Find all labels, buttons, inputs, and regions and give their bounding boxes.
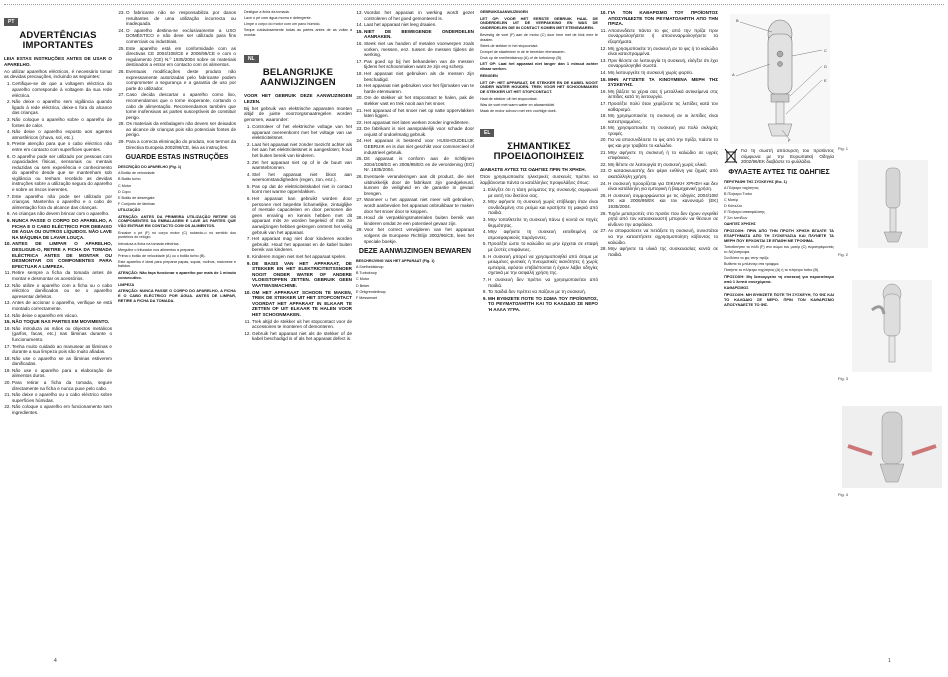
- warnings-list-nl-cont: [356, 10, 474, 244]
- clean-title-el: ΚΑΘΑΡΙΣΜΟΣ: [724, 286, 749, 291]
- list-item: 20. Για να αποσυνδέσετε το φις από την πρίζα, πιάστε το φις και μην τραβάτε το καλώδιο.: [608, 137, 718, 148]
- clean-title-nl: REINIGEN: [480, 74, 498, 79]
- list-item: 18. Het apparaat niet gebruiken als de messen zijn beschadigd.: [364, 71, 474, 82]
- desc-item: C Motor: [118, 183, 132, 188]
- note-item: Mergulhe o triturador nos alimentos a preparar.: [118, 247, 195, 252]
- list-item: 29. Voor het correct verwijderen van het apparaat volgens de Europese Richtlijn 2002/96/CE, lees het speciale boekje.: [364, 227, 474, 244]
- list-item: 19. Não use o aparelho para a elaboração de alimentos duros.: [12, 368, 112, 379]
- note-item: Bevestig de voet (F) aan de motor (C) door hem met de klok mee te draaien.: [480, 32, 598, 42]
- desc-item: A Snelheidsknop: [356, 265, 384, 270]
- clean-item: Desligue a ficha da tomada.: [244, 10, 290, 14]
- list-item: 3. Μην τοποθετείτε τη συσκευή πάνω ή κοντά σε πηγές θερμότητας.: [488, 217, 598, 228]
- list-item: 10. ΓΙΑ ΤΟΝ ΚΑΘΑΡΙΣΜΟ ΤΟΥ ΠΡΟΪΟΝΤΟΣ ΑΠΟΣΥΝΔΕΣΤΕ ΤΟΝ ΡΕΥΜΑΤΟΛΗΠΤΗ ΑΠΟ ΤΗΝ ΠΡΙΖΑ.: [608, 10, 718, 27]
- list-item: 8. Τα παιδιά δεν πρέπει να παίζουν με τη συσκευή.: [488, 289, 598, 295]
- note-item: Συνδέστε το φις στην πρίζα.: [724, 256, 770, 261]
- desc-item: F Messenset: [356, 295, 378, 300]
- list-item: 13. Voordat het apparaat in werking wordt gezet controleren of het goed gemonteerd is.: [364, 10, 474, 21]
- list-item: 10. OM HET APPARAAT SCHOON TE MAKEN, TREK DE STEKKER UIT HET STOPCONTACT VOORDAT HET APPARAAT IN ELKAAR TE ZETTEN OF UIT ELKAAR TE HALEN VOOR HET SCHOONMAKEN.: [252, 290, 352, 318]
- clean-item: Haal de stekker uit het stopcontact.: [480, 97, 538, 102]
- desc-item: E Πλήκτρο απασφάλισης: [724, 210, 765, 215]
- fig3-caption: Fig. 3: [838, 376, 849, 381]
- note-item: Este aparelho é ideal para preparar papas, sopas, molhos, maionese e batidos.: [118, 259, 236, 269]
- list-item: 16. Μη βάζετε τα χέρια σας ή μεταλλικά αντικείμενα στις λεπίδες κατά τη λειτουργία.: [608, 89, 718, 100]
- column-pt-3-nl-1: [244, 10, 352, 668]
- part-label-f: F: [788, 138, 791, 143]
- note-item: Βυθίστε το μπλέντερ στα τρόφιμα.: [724, 262, 780, 267]
- keep-instructions-heading-pt: GUARDE ESTAS INSTRUÇÕES: [125, 154, 229, 162]
- list-item: 28. Houd de verpakkingsmaterialen buiten bereik van kinderen omdat ze een potentieel gevaar zijn.: [364, 215, 474, 226]
- fig4-photo: [842, 406, 942, 488]
- list-item: 12. Μη χρησιμοποιείτε τη συσκευή αν το φις ή το καλώδιο είναι κατεστραμμένα.: [608, 46, 718, 57]
- list-item: 11. Trek altijd de stekker uit het stopcontact voor de accessoires te monteren of demonteren.: [252, 319, 352, 330]
- desc-item: F Σετ λεπίδων: [724, 216, 748, 221]
- list-item: 3. Zet het apparaat niet op of in de buurt van warmtebronnen.: [252, 160, 352, 171]
- list-item: 13. Πριν θέσετε σε λειτουργία τη συσκευή, ελέγξτε ότι έχει συναρμολογηθεί σωστά.: [608, 58, 718, 69]
- warnings-list-el-cont: [600, 10, 718, 257]
- list-item: 25. Este aparelho está em conformidade com as directivas CE 2004/108/CE e 2006/95/CE e com o regulamento (CE) N.º 1935/2004 sobre os materiais destinados a entrar em contacto com os alimentos.: [126, 46, 236, 68]
- usage-warning-nl: LET OP: VOOR HET EERSTE GEBRUIK HAAL DE ONDERDELEN UIT DE VERPAKKING EN WAS DE ONDERDELEN DIE IN CONTACT KOMEN MET ETENSWAREN.: [480, 15, 598, 31]
- list-item: 28. Μην αφήνετε τα υλικά της συσκευασίας κοντά σε παιδιά.: [608, 246, 718, 257]
- list-item: 4. Não deixe o aparelho exposto aos agentes atmosféricos (chuva, sol, etc.).: [12, 129, 112, 140]
- list-item: 5. Pas op dat de elektriciteitskabel niet in contact komt met warme oppervlakken.: [252, 184, 352, 195]
- list-item: 5. Preste atenção para que o cabo eléctrico não entre em contacto com superfícies quentes.: [12, 141, 112, 152]
- usage-warning-pt: ATENÇÃO: ANTES DA PRIMEIRA UTILIZAÇÃO RETIRE OS COMPONENTES DA EMBALAGEM E LAVE AS PARTES QUE VÃO ENTRAR EM CONTACTO COM OS ALIMENTOS.: [118, 213, 236, 229]
- list-item: 22. Μη θέτετε σε λειτουργία τη συσκευή χωρίς υλικά.: [608, 162, 718, 168]
- clean-item: Lave o pé com água morna e detergente.: [244, 16, 312, 21]
- keep-instructions-heading-el: ΦΥΛΑΞΤΕ ΑΥΤΕΣ ΤΙΣ ΟΔΗΓΙΕΣ: [728, 168, 830, 176]
- note-item: LET OP: Laat het apparaat niet langer dan 1 minuut achter elkaar werken.: [480, 61, 598, 72]
- list-item: 23. O fabricante não se responsabiliza por danos resultantes de uma utilização incorrecta ou inadequada.: [126, 10, 236, 27]
- part-label-b: B: [736, 18, 739, 23]
- list-item: 26. Eventuais modificações deste produto não expressamente autorizadas pelo fabricante podem comprometer a segurança e a garantia de uso por parte do utilizador.: [126, 69, 236, 91]
- usage-title-nl: GEBRUIKSAANWIJZINGEN: [480, 10, 528, 14]
- page-number-right: 1: [888, 658, 891, 664]
- list-item: 1. Controleer of het elektrische voltage van het apparaat overeenkomt met het voltage van uw elektriciteitsnet.: [252, 124, 352, 141]
- note-item: Druk op de snelheidsknop (A) of de turboknop (B).: [480, 55, 563, 60]
- list-item: 1. Ελέγξτε ότι η τάση ρεύματος της συσκευής συμφωνεί με αυτή του δικτύου σας.: [488, 187, 598, 198]
- desc-item: D Copo: [118, 189, 131, 194]
- list-item: 9. DE BASIS VAN HET APPARAAT, DE STEKKER EN HET ELEKTRICITEITSSNOER NOOIT ONDER WATER OF ANDERE VLOEISTOFFEN ZETTEN. GEBRUIK GEEN VAATWASMACHINE.: [252, 261, 352, 289]
- intro2-pt: Ao utilizar aparelhos eléctricos, é necessário tomar as devidas precauções, incluindo as seguintes:: [4, 68, 112, 80]
- note-item: Πατήστε το πλήκτρο ταχύτητας (A) ή το πλήκτρο turbo (B).: [724, 268, 820, 273]
- list-item: 23. De fabrikant is niet aansprakelijk voor schade door onjuist of ondoelmatig gebruik.: [364, 126, 474, 137]
- column-figures: [724, 10, 834, 668]
- desc-item: E Ontgrendelknop: [356, 289, 386, 294]
- note-item: ΠΡΟΣΟΧΗ: Μη λειτουργείτε τη συσκευή για περισσότερο από 1 λεπτό συνεχόμενα.: [724, 273, 834, 284]
- list-item: 14. Não deixe o aparelho em vácuo.: [12, 313, 112, 319]
- part-label-e: E: [824, 78, 827, 83]
- list-item: 26. Τυχόν μετατροπές στο προϊόν που δεν έχουν εγκριθεί ρητά από τον κατασκευαστή μπορούν να θέσουν σε κίνδυνο την ασφάλεια.: [608, 211, 718, 228]
- desc-title-nl: BESCHRIJVING VAN HET APPARAAT (Fig. 1): [356, 259, 435, 264]
- list-item: 24. Het apparaat is bestemd voor HUISHOUDELIJK GEBRUIK en is dus niet geschikt voor commercieel of industrieel gebruik.: [364, 138, 474, 155]
- list-item: 11. Αποσυνδέετε πάντα το φις από την πρίζα πριν συναρμολογήσετε ή αποσυναρμολογήσετε τα εξαρτήματα.: [608, 28, 718, 45]
- list-item: 3. Não coloque o aparelho sobre o aparelho de fontes de calor.: [12, 117, 112, 128]
- list-item: 28. Os materiais da embalagem não devem ser deixados ao alcance de crianças pois são potenciais fontes de perigo.: [126, 121, 236, 138]
- list-item: 16. Não introduza as mãos ou objectos metálicos (garfos, facas, etc.) nas lâminas durante o funcionamento.: [12, 326, 112, 343]
- list-item: 8. As crianças não devem brincar com o aparelho.: [12, 211, 112, 217]
- list-item: 9. ΜΗ ΒΥΘΙΖΕΤΕ ΠΟΤΕ ΤΟ ΣΩΜΑ ΤΟΥ ΠΡΟΪΟΝΤΟΣ, ΤΟ ΡΕΥΜΑΤΟΛΗΠΤΗ ΚΑΙ ΤΟ ΚΑΛΩΔΙΟ ΣΕ ΝΕΡΟ Ή ΑΛΛΑ ΥΓΡΑ.: [488, 296, 598, 313]
- hand-blender-diagram: [730, 14, 830, 144]
- desc-item: D Beker: [356, 283, 370, 288]
- desc-item: B Botão turbo: [118, 177, 141, 182]
- weee-note-el: Για τη σωστή απόσυρση του προϊόντος σύμφωνα με την Ευρωπαϊκή Οδηγία 2002/96/ΕΚ διαβάστε το φυλλάδιο.: [741, 148, 834, 165]
- list-item: 18. Não use o aparelho se as lâminas estiverem danificadas.: [12, 356, 112, 367]
- list-item: 19. Μη χρησιμοποιείτε τη συσκευή για πολύ σκληρές τροφές.: [608, 125, 718, 136]
- list-item: 11. Retire sempre a ficha da tomada antes de montar e desmontar os acessórios.: [12, 270, 112, 281]
- section-title-pt: ADVERTÊNCIAS IMPORTANTES: [19, 30, 97, 51]
- list-item: 2. Μην αφήνετε τη συσκευή χωρίς επίβλεψη όταν είναι συνδεδεμένη στο ρεύμα και κρατήστε τη μακριά από παιδιά.: [488, 199, 598, 216]
- list-item: 9. NUNCA PASSE O CORPO DO APARELHO, A FICHA E O CABO ELÉCTRICO POR DEBAIXO DE ÁGUA OU OUTROS LÍQUIDOS. NÃO LAVE NA MÁQUINA DE LAVAR LOUÇA.: [12, 218, 112, 240]
- list-item: 8. Kinderen mogen niet met het apparaat spelen.: [252, 254, 352, 260]
- el-continuation: [724, 148, 834, 309]
- warnings-list-pt-cont: [118, 10, 236, 150]
- list-item: 7. Este aparelho não pode ser utilizado por crianças. Mantenha o aparelho e o cabo de alimentação fora do alcance das crianças.: [12, 194, 112, 211]
- clean-item: Was de voet met warm water en afwasmiddel.: [480, 103, 556, 108]
- list-item: 21. Μην αφήνετε τη συσκευή ή το καλώδιο σε υγρές επιφάνειες.: [608, 150, 718, 161]
- usage-title-el: ΟΔΗΓΙΕΣ ΧΡΗΣΗΣ: [724, 222, 756, 227]
- list-item: 27. Αν αποφασίσετε να πετάξετε τη συσκευή, συνιστάται να την καταστήσετε αχρησιμοποίητη κόβοντας το καλώδιο.: [608, 228, 718, 245]
- language-tag-pt: PT: [4, 18, 18, 26]
- intro2-nl: Bij het gebruik van elektrische apparaten moeten altijd de juiste voorzorgsmaatregelen worden genomen, waaronder:: [244, 105, 352, 122]
- column-fig-captions: [838, 10, 944, 668]
- list-item: 27. Wanneer u het apparaat niet meer wilt gebruiken, wordt aanbevolen het apparaat onbruikbaar te maken door het snoer door te knippen.: [364, 197, 474, 214]
- note-item: Prima o botão de velocidade (A) ou o botão turbo (B).: [118, 253, 206, 258]
- list-item: 25. Dit apparaat is conform aan de richtlijnen 2004/108/EG en 2006/95/EG en de verordening (EG) Nr. 1935/2004.: [364, 156, 474, 173]
- fig2-caption: Fig. 2: [838, 252, 849, 257]
- part-label-c: C: [824, 48, 827, 53]
- list-item: 21. Het apparaat of het snoer niet op natte oppervlakken laten liggen.: [364, 108, 474, 119]
- list-item: 20. Om de stekker uit het stopcontact te halen, pak de stekker vast en trek nooit aan het snoer.: [364, 95, 474, 106]
- list-item: 15. ΜΗΝ ΑΓΓΙΖΕΤΕ ΤΑ ΚΙΝΟΥΜΕΝΑ ΜΕΡΗ ΤΗΣ ΣΥΣΚΕΥΗΣ.: [608, 77, 718, 88]
- list-item: 29. Para a correcta eliminação do produto, nos termos da Directiva Europeia 2002/96/CE, leia as instruções.: [126, 139, 236, 150]
- desc-item: E Botão de desengate: [118, 195, 155, 200]
- crop-marks: [4, 0, 944, 5]
- intro-nl: VOOR HET GEBRUIK DEZE AANWIJZINGEN LEZEN.: [244, 92, 352, 104]
- clean-warning-pt: ATENÇÃO: NUNCA PASSE O CORPO DO APARELHO, A FICHA E O CABO ELÉCTRICO POR ÁGUA. ANTES DE LIMPAR, RETIRE A FICHA DA TOMADA.: [118, 288, 236, 303]
- fig2-photo: [858, 160, 928, 248]
- desc-item: B Πλήκτρο Turbo: [724, 191, 753, 196]
- list-item: 17. Pas goed op bij het behandelen van de messen tijdens het schoonmaken want ze zijn erg scherp.: [364, 59, 474, 70]
- language-tag-nl: NL: [244, 55, 259, 63]
- list-item: 10. ANTES DE LIMPAR O APARELHO, DESLIGUE-O, RETIRE A FICHA DA TOMADA ELÉCTRICA ANTES DE MONTAR OU DESMONTAR OS COMPONENTES PARA EFECTUAR A LIMPEZA.: [12, 241, 112, 269]
- section-title-el: ΣΗΜΑΝΤΙΚΕΣ ΠΡΟΕΙΔΟΠΟΙΗΣΕΙΣ: [493, 141, 585, 163]
- column-el-2: [600, 10, 718, 668]
- part-label-d: D: [824, 64, 827, 69]
- clean-item: Limpe o corpo do motor com um pano húmido.: [244, 22, 321, 27]
- note-item: ATENÇÃO: Não faça funcionar o aparelho por mais de 1 minuto consecutivo.: [118, 270, 236, 280]
- list-item: 6. Het apparaat kan gebruikt worden door personen met beperkte lichamelijke, zintuiglijke of mentale capaciteiten en door personen die geen ervaring en kennis hebben met dit apparaat mits ze worden begeleid of mits ze aanwijzingen hebben gekregen omtrent het veilig gebruik van het apparaat.: [252, 196, 352, 235]
- list-item: 4. Stel het apparaat niet bloot aan weersomstandigheden (regen, zon, enz.).: [252, 172, 352, 183]
- list-item: 12. Não utilize o aparelho com a ficha ou o cabo eléctrico danificados ou se o aparelho apresentar defeitos.: [12, 283, 112, 300]
- desc-item: A Botão de velocidade: [118, 171, 155, 176]
- list-item: 4. Μην αφήνετε τη συσκευή εκτεθειμένη σε ατμοσφαιρικούς παράγοντες.: [488, 229, 598, 240]
- list-item: 2. Não deixe o aparelho sem vigilância quando ligado à rede eléctrica, deixe-o fora do alcance das crianças.: [12, 99, 112, 116]
- list-item: 20. Para retirar a ficha da tomada, segure directamente na ficha e nunca puxe pelo cabo.: [12, 380, 112, 391]
- clean-title-pt: LIMPEZA: [118, 282, 135, 287]
- clean-warning-nl: LET OP: HET APPARAAT, DE STEKKER EN DE KABEL NOOIT ONDER WATER HOUDEN. TREK VOOR HET SCHOONMAKEN DE STEKKER UIT HET STOPCONTACT.: [480, 79, 598, 95]
- usage-title-pt: UTILIZAÇÃO: [118, 207, 141, 212]
- column-pt-2: [118, 10, 236, 668]
- desc-title-el: ΠΕΡΙΓΡΑΦΗ ΤΗΣ ΣΥΣΚΕΥΗΣ (Εικ. 1): [724, 179, 787, 184]
- warnings-list-nl: [244, 124, 352, 342]
- desc-item: D Κύπελλο: [724, 204, 743, 209]
- part-label-a: A: [732, 72, 735, 77]
- list-item: 18. Μη χρησιμοποιείτε τη συσκευή αν οι λεπίδες είναι κατεστραμμένες.: [608, 113, 718, 124]
- desc-item: F Conjunto de lâminas: [118, 201, 155, 206]
- list-item: 14. Μη λειτουργείτε τη συσκευή χωρίς φορτίο.: [608, 70, 718, 76]
- column-pt-1: [4, 10, 112, 668]
- list-item: 17. Προσέξτε πολύ όταν χειρίζεστε τις λεπίδες κατά τον καθαρισμό.: [608, 101, 718, 112]
- desc-item: B Turboknop: [356, 271, 377, 276]
- list-item: 2. Laat het apparaat niet zonder toezicht achter als het aan het elektriciteitsnet is aangesloten; houd het buiten bereik van kinderen.: [252, 142, 352, 159]
- list-item: 14. Laat het apparaat niet leeg draaien.: [364, 22, 474, 28]
- weee-bin-icon: [724, 148, 738, 164]
- fig3-photo: [852, 280, 932, 372]
- list-item: 22. Não coloque o aparelho em funcionamento sem ingredientes.: [12, 404, 112, 415]
- list-item: 12. Gebruik het apparaat niet als de stekker of de kabel beschadigd is of als het apparaat defect is.: [252, 331, 352, 342]
- page-number-left: 4: [54, 658, 57, 664]
- list-item: 13. Antes de accionar o aparelho, verifique se está montado correctamente.: [12, 300, 112, 311]
- section-title-nl: BELANGRIJKE AANWIJZINGEN: [260, 66, 336, 88]
- list-item: 5. Προσέξτε ώστε το καλώδιο να μην έρχεται σε επαφή με ζεστές επιφάνειες.: [488, 241, 598, 252]
- fig4-caption: Fig. 4: [838, 492, 849, 497]
- list-item: 25. Η συσκευή συμμορφώνεται με τις οδηγίες 2004/108/ΕΚ και 2006/95/ΕΚ και τον κανονισμό (ΕΚ) 1935/2004.: [608, 193, 718, 210]
- list-item: 24. O aparelho destina-se exclusivamente a USO DOMÉSTICO e não deve ser utilizado para fins comerciais ou industriais.: [126, 28, 236, 45]
- column-nl-3-el-1: [480, 10, 598, 668]
- clean-item: Seque cuidadosamente todas as partes antes de as voltar a montar.: [244, 28, 352, 37]
- list-item: 7. Het apparaat mag niet door kinderen worden gebruikt. Houd het apparaat en de kabel buiten bereik van kinderen.: [252, 236, 352, 253]
- list-item: 19. Het apparaat niet gebruiken voor het fijnmaken van te harde etenswaren.: [364, 83, 474, 94]
- list-item: 7. Η συσκευή δεν πρέπει να χρησιμοποιείται από παιδιά.: [488, 277, 598, 288]
- note-item: Τοποθετήστε το πόδι (F) στο σώμα του μοτέρ (C) περιστρέφοντάς το δεξιόστροφα.: [724, 245, 834, 255]
- warnings-list-el: [480, 187, 598, 312]
- desc-title-pt: DESCRIÇÃO DO APARELHO (Fig. 1): [118, 165, 182, 170]
- list-item: 15. NÃO TOQUE NAS PARTES EM MOVIMENTO.: [12, 319, 112, 325]
- fig1-caption: Fig. 1: [838, 146, 849, 151]
- warnings-list-pt: [4, 81, 112, 415]
- intro-el: ΔΙΑΒΑΣΤΕ ΑΥΤΕΣ ΤΙΣ ΟΔΗΓΙΕΣ ΠΡΙΝ ΤΗ ΧΡΗΣΗ.: [480, 167, 586, 173]
- desc-item: C Μοτέρ: [724, 198, 738, 203]
- list-item: 21. Não deixe o aparelho ou o cabo eléctrico sobre superfícies húmidas.: [12, 392, 112, 403]
- list-item: 26. Eventuele veranderingen aan dit product, die niet uitdrukkelijk door de fabrikant zijn goedgekeurd, kunnen de veiligheid en de garantie in gevaar brengen.: [364, 174, 474, 196]
- list-item: 23. Ο κατασκευαστής δεν φέρει ευθύνη για ζημιές από ακατάλληλη χρήση.: [608, 168, 718, 179]
- list-item: 24. Η συσκευή προορίζεται για ΟΙΚΙΑΚΗ ΧΡΗΣΗ και δεν είναι κατάλληλη για εμπορική ή βιομηχανική χρήση.: [608, 181, 718, 192]
- column-nl-2: [356, 10, 474, 668]
- list-item: 16. Steek niet uw handen of metalen voorwerpen zoals vorken, messen, enz. tussen de messen tijdens de werking.: [364, 41, 474, 58]
- language-tag-el: EL: [480, 129, 494, 137]
- list-item: 6. Η συσκευή μπορεί να χρησιμοποιηθεί από άτομα με μειωμένες φυσικές ή πνευματικές ικανότητες ή χωρίς εμπειρία, εφόσον επιβλέπονται ή έχουν λάβει οδηγίες σχετικά με την ασφαλή χρήση της.: [488, 254, 598, 276]
- list-item: 15. NIET DE BEWEGENDE ONDERDELEN AANRAKEN.: [364, 29, 474, 40]
- intro2-el: Όταν χρησιμοποιείτε ηλεκτρικές συσκευές πρέπει να λαμβάνονται πάντα οι κατάλληλες προφυλάξεις όπως:: [480, 174, 598, 185]
- note-item: Dompel de staafmixer in de te bereiden etenswaren.: [480, 49, 566, 54]
- desc-item: A Πλήκτρο ταχύτητας: [724, 185, 759, 190]
- list-item: 6. O aparelho pode ser utilizado por pessoas com capacidades físicas, sensoriais ou mentais reduzidas ou sem experiência e conhecimento do aparelho desde que se mantenham sob vigilância ou tenham recebido as devidas instruções sobre a utilização segura do aparelho e sobre os riscos inerentes.: [12, 154, 112, 193]
- note-item: Encaixe o pé (F) no corpo motor (C) rodando-o no sentido dos ponteiros do relógio.: [118, 230, 236, 240]
- clean-item: Maak de motor schoon met een vochtige doek.: [480, 109, 557, 114]
- desc-item: C Motor: [356, 277, 370, 282]
- intro-pt: LEIA ESTAS INSTRUÇÕES ANTES DE USAR O APARELHO.: [4, 56, 112, 67]
- list-item: 22. Het apparaat niet laten werken zonder ingrediënten.: [364, 120, 474, 126]
- note-item: Steek de stekker in het stopcontact.: [480, 43, 539, 48]
- keep-instructions-heading-nl: DEZE AANWIJZINGEN BEWAREN: [358, 248, 472, 256]
- list-item: 27. Caso decida descartar o aparelho como lixo, recomendamos que o torne inoperante, cortando o cabo de alimentação. Recomendamos também que torne inofensivas as partes susceptíveis de constituir perigo.: [126, 92, 236, 120]
- note-item: Introduza a ficha na tomada eléctrica.: [118, 241, 180, 246]
- clean-warning-el: ΠΡΟΣΟΧΗ: ΜΗ ΒΥΘΙΖΕΤΕ ΠΟΤΕ ΤΗ ΣΥΣΚΕΥΗ, ΤΟ ΦΙΣ ΚΑΙ ΤΟ ΚΑΛΩΔΙΟ ΣΕ ΝΕΡΟ. ΠΡΙΝ ΤΟΝ ΚΑΘΑΡΙΣΜΟ ΑΠΟΣΥΝΔΕΣΤΕ ΤΟ ΦΙΣ.: [724, 292, 834, 307]
- list-item: 17. Tenha muito cuidado ao manusear as lâminas e durante a sua limpeza pois são muito afiadas.: [12, 344, 112, 355]
- list-item: 1. Certifique-se de que a voltagem eléctrica do aparelho corresponde à voltagem da sua rede eléctrica.: [12, 81, 112, 98]
- usage-warning-el: ΠΡΟΣΟΧΗ: ΠΡΙΝ ΑΠΟ ΤΗΝ ΠΡΩΤΗ ΧΡΗΣΗ ΒΓΑΛΤΕ ΤΑ ΕΞΑΡΤΗΜΑΤΑ ΑΠΟ ΤΗ ΣΥΣΚΕΥΑΣΙΑ ΚΑΙ ΠΛΥΝΕΤΕ ΤΑ ΜΕΡΗ ΠΟΥ ΕΡΧΟΝΤΑΙ ΣΕ ΕΠΑΦΗ ΜΕ ΤΡΟΦΙΜΑ.: [724, 228, 834, 243]
